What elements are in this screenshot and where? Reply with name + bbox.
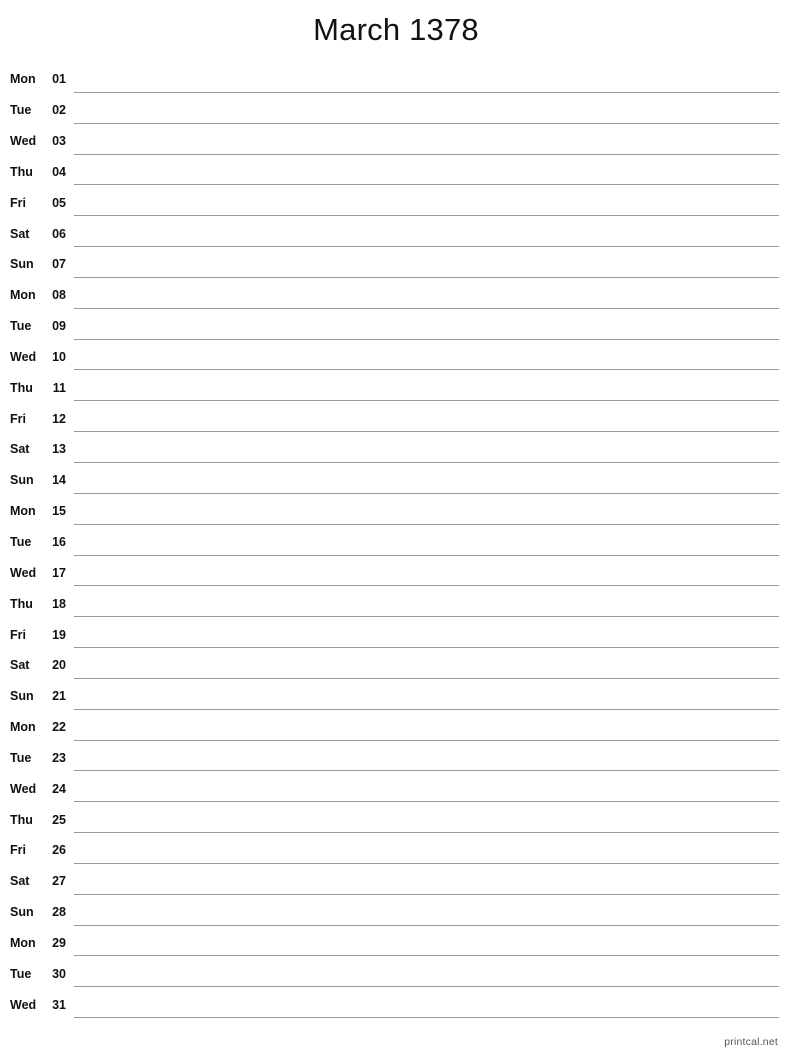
writing-line[interactable]	[74, 246, 779, 278]
day-of-week-label: Thu	[10, 380, 33, 395]
day-number-label: 22	[52, 720, 66, 735]
day-of-week-label: Wed	[10, 134, 37, 149]
day-label-cell	[0, 741, 74, 772]
day-number-label: 08	[52, 288, 66, 303]
writing-line[interactable]	[74, 770, 779, 802]
day-label-cell	[0, 401, 74, 432]
footer-credit: printcal.net	[724, 1036, 778, 1048]
calendar-day-row	[0, 648, 792, 679]
calendar-day-row	[0, 124, 792, 155]
day-label-cell	[0, 93, 74, 124]
day-of-week-label: Sat	[10, 874, 30, 889]
writing-line[interactable]	[74, 277, 779, 309]
day-number-label: 26	[52, 843, 66, 858]
day-label-cell	[0, 956, 74, 987]
day-of-week-label: Sat	[10, 226, 30, 241]
day-label-cell	[0, 247, 74, 278]
calendar-day-row	[0, 309, 792, 340]
day-label-cell	[0, 216, 74, 247]
calendar-day-row	[0, 340, 792, 371]
day-of-week-label: Sun	[10, 689, 34, 704]
writing-line[interactable]	[74, 585, 779, 617]
day-of-week-label: Tue	[10, 750, 32, 765]
calendar-day-row	[0, 155, 792, 186]
day-of-week-label: Fri	[10, 843, 26, 858]
day-label-cell	[0, 309, 74, 340]
day-number-label: 12	[52, 411, 66, 426]
day-label-cell	[0, 494, 74, 525]
day-number-label: 27	[52, 874, 66, 889]
writing-line[interactable]	[74, 555, 779, 587]
calendar-day-row	[0, 93, 792, 124]
day-label-cell	[0, 679, 74, 710]
writing-line[interactable]	[74, 647, 779, 679]
calendar-day-row	[0, 62, 792, 93]
day-number-label: 23	[52, 750, 66, 765]
day-label-cell	[0, 62, 74, 93]
day-label-cell	[0, 710, 74, 741]
day-of-week-label: Tue	[10, 966, 32, 981]
day-label-cell	[0, 771, 74, 802]
writing-line[interactable]	[74, 154, 779, 186]
writing-line[interactable]	[74, 215, 779, 247]
day-of-week-label: Mon	[10, 720, 36, 735]
day-number-label: 04	[52, 164, 66, 179]
day-of-week-label: Wed	[10, 997, 37, 1012]
day-number-label: 17	[52, 565, 66, 580]
calendar-day-row	[0, 987, 792, 1018]
calendar-day-row	[0, 741, 792, 772]
calendar-day-row	[0, 401, 792, 432]
day-number-label: 24	[52, 781, 66, 796]
day-of-week-label: Mon	[10, 72, 36, 87]
day-label-cell	[0, 185, 74, 216]
calendar-day-list	[0, 62, 792, 1018]
day-label-cell	[0, 155, 74, 186]
calendar-day-row	[0, 216, 792, 247]
day-label-cell	[0, 525, 74, 556]
calendar-day-row	[0, 956, 792, 987]
writing-line[interactable]	[74, 832, 779, 864]
day-number-label: 10	[52, 349, 66, 364]
calendar-day-row	[0, 185, 792, 216]
writing-line[interactable]	[74, 339, 779, 371]
calendar-day-row	[0, 525, 792, 556]
day-label-cell	[0, 432, 74, 463]
day-label-cell	[0, 864, 74, 895]
calendar-day-row	[0, 833, 792, 864]
day-number-label: 18	[52, 596, 66, 611]
writing-line[interactable]	[74, 308, 779, 340]
calendar-day-row	[0, 370, 792, 401]
writing-line[interactable]	[74, 616, 779, 648]
day-label-cell	[0, 802, 74, 833]
writing-line[interactable]	[74, 925, 779, 957]
calendar-day-row	[0, 771, 792, 802]
day-label-cell	[0, 586, 74, 617]
calendar-day-row	[0, 247, 792, 278]
calendar-day-row	[0, 463, 792, 494]
writing-line[interactable]	[74, 678, 779, 710]
day-number-label: 07	[52, 257, 66, 272]
writing-line[interactable]	[74, 92, 779, 124]
calendar-day-row	[0, 278, 792, 309]
day-number-label: 01	[52, 72, 66, 87]
day-number-label: 19	[52, 627, 66, 642]
writing-line[interactable]	[74, 986, 779, 1018]
day-of-week-label: Wed	[10, 565, 37, 580]
writing-line[interactable]	[74, 61, 779, 93]
day-number-label: 25	[52, 812, 66, 827]
day-number-label: 28	[52, 905, 66, 920]
day-of-week-label: Thu	[10, 164, 33, 179]
day-of-week-label: Tue	[10, 319, 32, 334]
day-of-week-label: Fri	[10, 627, 26, 642]
day-number-label: 31	[52, 997, 66, 1012]
day-number-label: 14	[52, 473, 66, 488]
calendar-day-row	[0, 895, 792, 926]
writing-line[interactable]	[74, 493, 779, 525]
calendar-day-row	[0, 926, 792, 957]
writing-line[interactable]	[74, 709, 779, 741]
writing-line[interactable]	[74, 400, 779, 432]
day-of-week-label: Thu	[10, 812, 33, 827]
day-number-label: 05	[52, 195, 66, 210]
day-label-cell	[0, 124, 74, 155]
calendar-day-row	[0, 494, 792, 525]
writing-line[interactable]	[74, 462, 779, 494]
day-of-week-label: Tue	[10, 535, 32, 549]
day-of-week-label: Mon	[10, 288, 36, 303]
day-of-week-label: Wed	[10, 349, 37, 364]
calendar-day-row	[0, 556, 792, 587]
day-of-week-label: Sat	[10, 442, 30, 457]
day-label-cell	[0, 340, 74, 371]
writing-line[interactable]	[74, 431, 779, 463]
calendar-day-row	[0, 802, 792, 833]
day-of-week-label: Sun	[10, 905, 34, 920]
writing-line[interactable]	[74, 955, 779, 987]
day-number-label: 02	[52, 103, 66, 118]
day-label-cell	[0, 556, 74, 587]
calendar-day-row	[0, 586, 792, 617]
day-label-cell	[0, 833, 74, 864]
writing-line[interactable]	[74, 524, 779, 556]
day-number-label: 16	[52, 535, 66, 549]
day-of-week-label: Fri	[10, 195, 26, 210]
calendar-day-row	[0, 710, 792, 741]
day-number-label: 15	[52, 504, 66, 519]
writing-line[interactable]	[74, 801, 779, 833]
day-number-label: 20	[52, 658, 66, 673]
writing-line[interactable]	[74, 369, 779, 401]
day-number-label: 11	[52, 380, 66, 395]
day-number-label: 13	[52, 442, 66, 457]
day-of-week-label: Tue	[10, 103, 32, 118]
calendar-day-row	[0, 617, 792, 648]
day-label-cell	[0, 895, 74, 926]
day-of-week-label: Sun	[10, 257, 34, 272]
writing-line[interactable]	[74, 184, 779, 216]
day-label-cell	[0, 463, 74, 494]
day-number-label: 21	[52, 689, 66, 704]
day-of-week-label: Mon	[10, 504, 36, 519]
day-label-cell	[0, 370, 74, 401]
page-title: March 1378	[313, 12, 479, 47]
day-label-cell	[0, 926, 74, 957]
day-label-cell	[0, 617, 74, 648]
day-label-cell	[0, 987, 74, 1018]
calendar-day-row	[0, 864, 792, 895]
writing-line[interactable]	[74, 863, 779, 895]
day-of-week-label: Fri	[10, 411, 26, 426]
day-number-label: 09	[52, 319, 66, 334]
day-of-week-label: Sat	[10, 658, 30, 673]
day-of-week-label: Wed	[10, 781, 37, 796]
day-of-week-label: Sun	[10, 473, 34, 488]
calendar-day-row	[0, 432, 792, 463]
day-number-label: 29	[52, 935, 66, 950]
day-of-week-label: Mon	[10, 935, 36, 950]
writing-line[interactable]	[74, 123, 779, 155]
day-number-label: 06	[52, 226, 66, 241]
calendar-day-row	[0, 679, 792, 710]
day-number-label: 30	[52, 966, 66, 981]
writing-line[interactable]	[74, 740, 779, 772]
day-label-cell	[0, 278, 74, 309]
day-of-week-label: Thu	[10, 596, 33, 611]
writing-line[interactable]	[74, 894, 779, 926]
day-number-label: 03	[52, 134, 66, 149]
day-label-cell	[0, 648, 74, 679]
